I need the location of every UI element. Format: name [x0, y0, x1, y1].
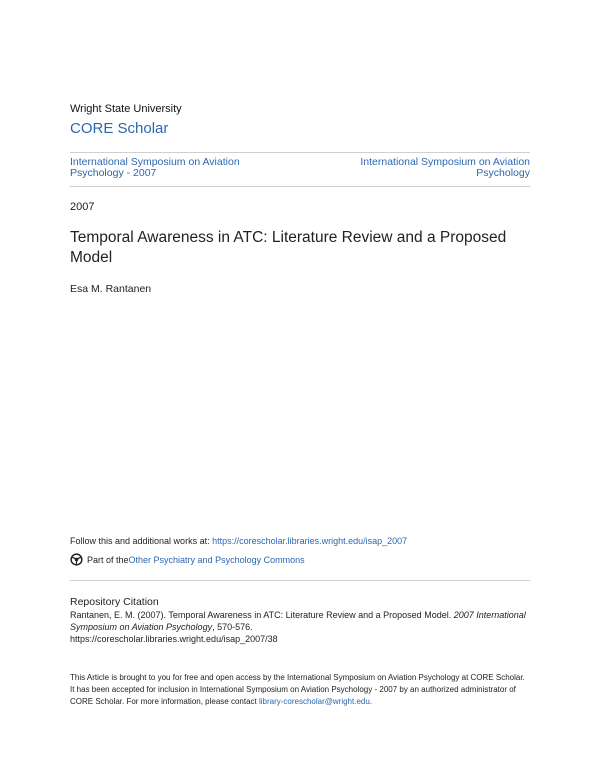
publication-year: 2007: [70, 201, 95, 213]
citation-text: [70, 609, 530, 645]
notice-end: .: [369, 697, 373, 706]
citation-url: https://corescholar.libraries.wright.edu/isap_2007/38: [70, 634, 278, 644]
follow-line: [70, 536, 407, 546]
commons-network-icon: [70, 553, 83, 566]
citation-heading: Repository Citation: [70, 596, 159, 608]
cover-page: [70, 0, 530, 776]
author-name: Esa M. Rantanen: [70, 283, 152, 295]
repository-link[interactable]: CORE Scholar: [70, 120, 169, 137]
citation-pages: , 570-576.: [212, 622, 253, 632]
citation-venue: 2007 International Symposium on Aviation Psychology: [70, 610, 526, 632]
notice-text: This Article is brought to you for free and open access by the International Symposium on Aviation Psychology at CORE Scholar. It has been accepted for inclusion in International Symposium on Aviation Psychology - 2007 by an authorized administrator of CORE Scholar. For more information, please contact: [70, 673, 525, 706]
contact-email-link[interactable]: library-corescholar@wright.edu: [258, 697, 370, 706]
divider: [70, 580, 530, 581]
access-notice: [70, 672, 530, 708]
commons-link[interactable]: Other Psychiatry and Psychology Commons: [128, 554, 305, 565]
part-of-line: [70, 553, 305, 566]
part-of-prefix: Part of the: [87, 554, 129, 565]
divider: [70, 152, 530, 153]
collection-link-left[interactable]: International Symposium on Aviation Psychology - 2007: [70, 156, 240, 179]
collection-url-link[interactable]: https://corescholar.libraries.wright.edu/isap_2007: [212, 536, 408, 546]
divider: [70, 186, 530, 187]
citation-main: Rantanen, E. M. (2007). Temporal Awareness in ATC: Literature Review and a Proposed Model.: [70, 610, 454, 620]
collection-link-right[interactable]: International Symposium on Aviation Psychology: [360, 156, 530, 179]
institution-name: Wright State University: [70, 103, 182, 115]
article-title: Temporal Awareness in ATC: Literature Review and a Proposed Model: [70, 229, 507, 266]
follow-prefix: Follow this and additional works at:: [70, 536, 213, 546]
